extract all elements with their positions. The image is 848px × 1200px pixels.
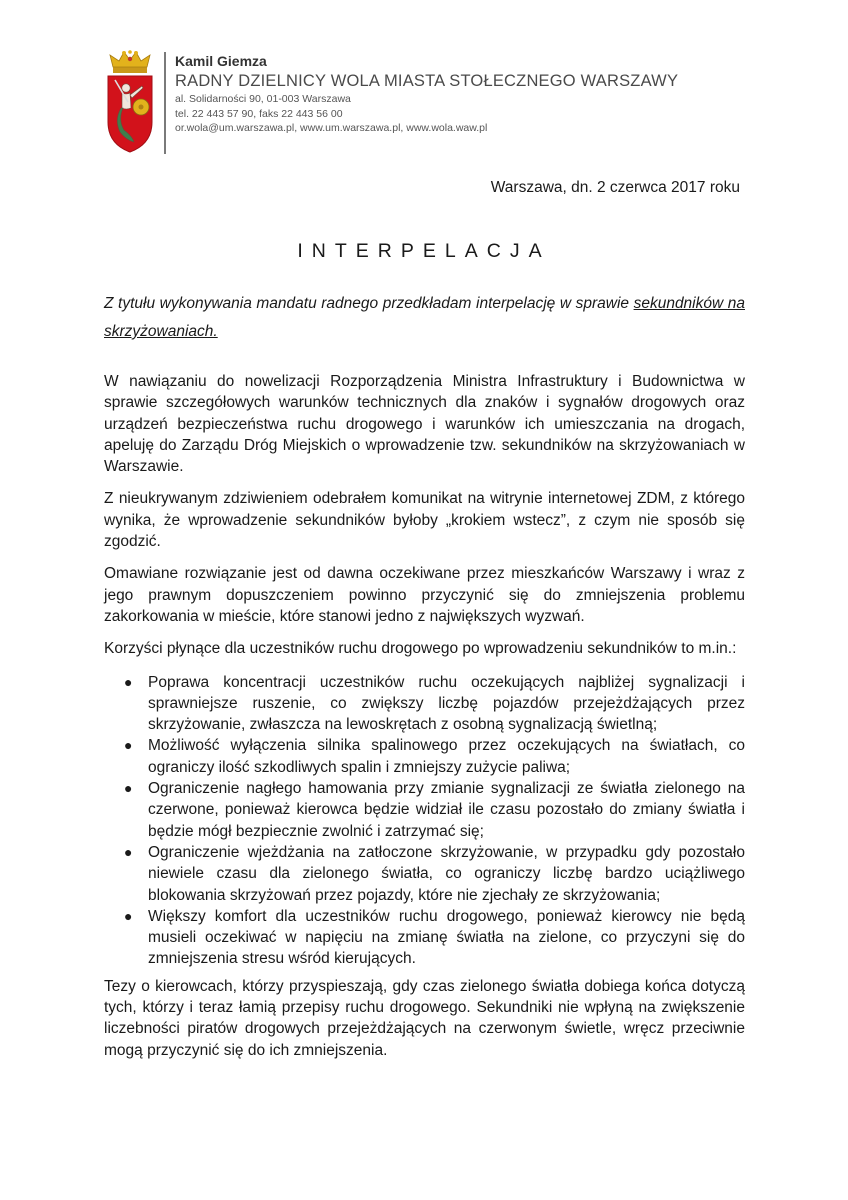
list-item-text: Możliwość wyłączenia silnika spalinowego przez oczekujących na światłach, co ograniczy ilość szkodliwych spalin i zmniejszy zużycie paliwa; (148, 737, 745, 776)
list-item (124, 906, 745, 970)
paragraph: Omawiane rozwiązanie jest od dawna oczekiwane przez mieszkańców Warszawy i wraz z jego prawnym dopuszczeniem powinno przyczynić się do zmniejszenia problemu zakorkowania w mieście, które stanowi jedno z największych wyzwań. (104, 565, 745, 625)
list-item (124, 672, 745, 736)
document-body (104, 371, 745, 1072)
warsaw-coat-of-arms-icon (104, 50, 156, 154)
crown-icon (110, 50, 150, 73)
paragraph: Z nieukrywanym zdziwieniem odebrałem komunikat na witrynie internetowej ZDM, z którego wynika, że wprowadzenie sekundników byłoby „krokiem wstecz”, z czym nie sposób się zgodzić. (104, 490, 745, 551)
list-item-text: Ograniczenie nagłego hamowania przy zmianie sygnalizacji ze światła zielonego na czerwone, ponieważ kierowca będzie widział ile czasu pozostało do zmiany światła i będzie mógł bezpiecznie zwolnić i zatrzymać się; (148, 780, 745, 840)
list-item-text: Większy komfort dla uczestników ruchu drogowego, ponieważ kierowcy nie będą musieli oczekiwać w napięciu na zmianę światła na zielone, co przyczyni się do zmniejszenia stresu wśród kierujących. (148, 907, 745, 968)
bullet-icon: ● (124, 737, 133, 754)
document-date: Warszawa, dn. 2 czerwca 2017 roku (490, 179, 740, 196)
paragraph: W nawiązaniu do nowelizacji Rozporządzenia Ministra Infrastruktury i Budownictwa w sprawie szczegółowych warunków technicznych dla znaków i sygnałów drogowych oraz urządzeń bezpieczeństwa ruchu drogowego i warunków ich umieszczania na drogach, apeluję do Zarządu Dróg Miejskich o wprowadzenie tzw. sekundników na skrzyżowaniach w Warszawie. (104, 373, 745, 476)
list-item-text: Poprawa koncentracji uczestników ruchu oczekujących najbliżej sygnalizacji i sprawniejsze ruszenie, co zwiększy liczbę pojazdów przejeżdżających przez skrzyżowanie, zwłaszcza na lewoskrętach z osobną sygnalizacją świetlną; (148, 673, 745, 734)
author-name: Kamil Giemza (175, 53, 267, 69)
intro-text: Z tytułu wykonywania mandatu radnego przedkładam interpelację w sprawie (104, 295, 634, 312)
list-item (124, 842, 745, 906)
bullet-icon: ● (124, 907, 133, 924)
list-item-text: Ograniczenie wjeżdżania na zatłoczone skrzyżowanie, w przypadku gdy pozostało niewiele czasu dla zielonego światła, co ograniczy liczbę bardzo uciążliwego blokowania skrzyżowań przez pojazdy, które nie zjechały ze skrzyżowania; (148, 843, 745, 904)
round-shield-icon (133, 99, 149, 115)
author-title: RADNY DZIELNICY WOLA MIASTA STOŁECZNEGO WARSZAWY (175, 72, 679, 90)
contact-line: or.wola@um.warszawa.pl, www.um.warszawa.pl, www.wola.waw.pl (175, 122, 488, 134)
address-line: al. Solidarności 90, 01-003 Warszawa (175, 93, 351, 105)
phone-line: tel. 22 443 57 90, faks 22 443 56 00 (175, 107, 343, 120)
document-heading: INTERPELACJA (297, 240, 551, 262)
bullet-icon: ● (124, 843, 133, 860)
list-item (124, 735, 745, 778)
closing-paragraph: Tezy o kierowcach, którzy przyspieszają, gdy czas zielonego światła dobiega końca dotyczą tych, którzy i teraz łamią przepisy ruchu drogowego. Sekundniki nie wpłyną na zwiększenie liczebności piratów drogowych przejeżdżających na czerwonym świetle, wręcz przeciwnie mogą przyczynić się do ich zmniejszenia. (104, 977, 745, 1059)
list-item (124, 778, 745, 842)
bullet-icon: ● (124, 780, 133, 797)
bullet-icon: ● (124, 673, 133, 690)
letterhead (175, 52, 678, 136)
letterhead-divider (164, 52, 166, 154)
benefits-list (104, 672, 745, 970)
intro-subject: sekundników na skrzyżowaniach. (104, 295, 745, 340)
paragraph: Korzyści płynące dla uczestników ruchu drogowego po wprowadzeniu sekundników to m.in.: (104, 640, 737, 658)
intro-statement (104, 290, 745, 346)
